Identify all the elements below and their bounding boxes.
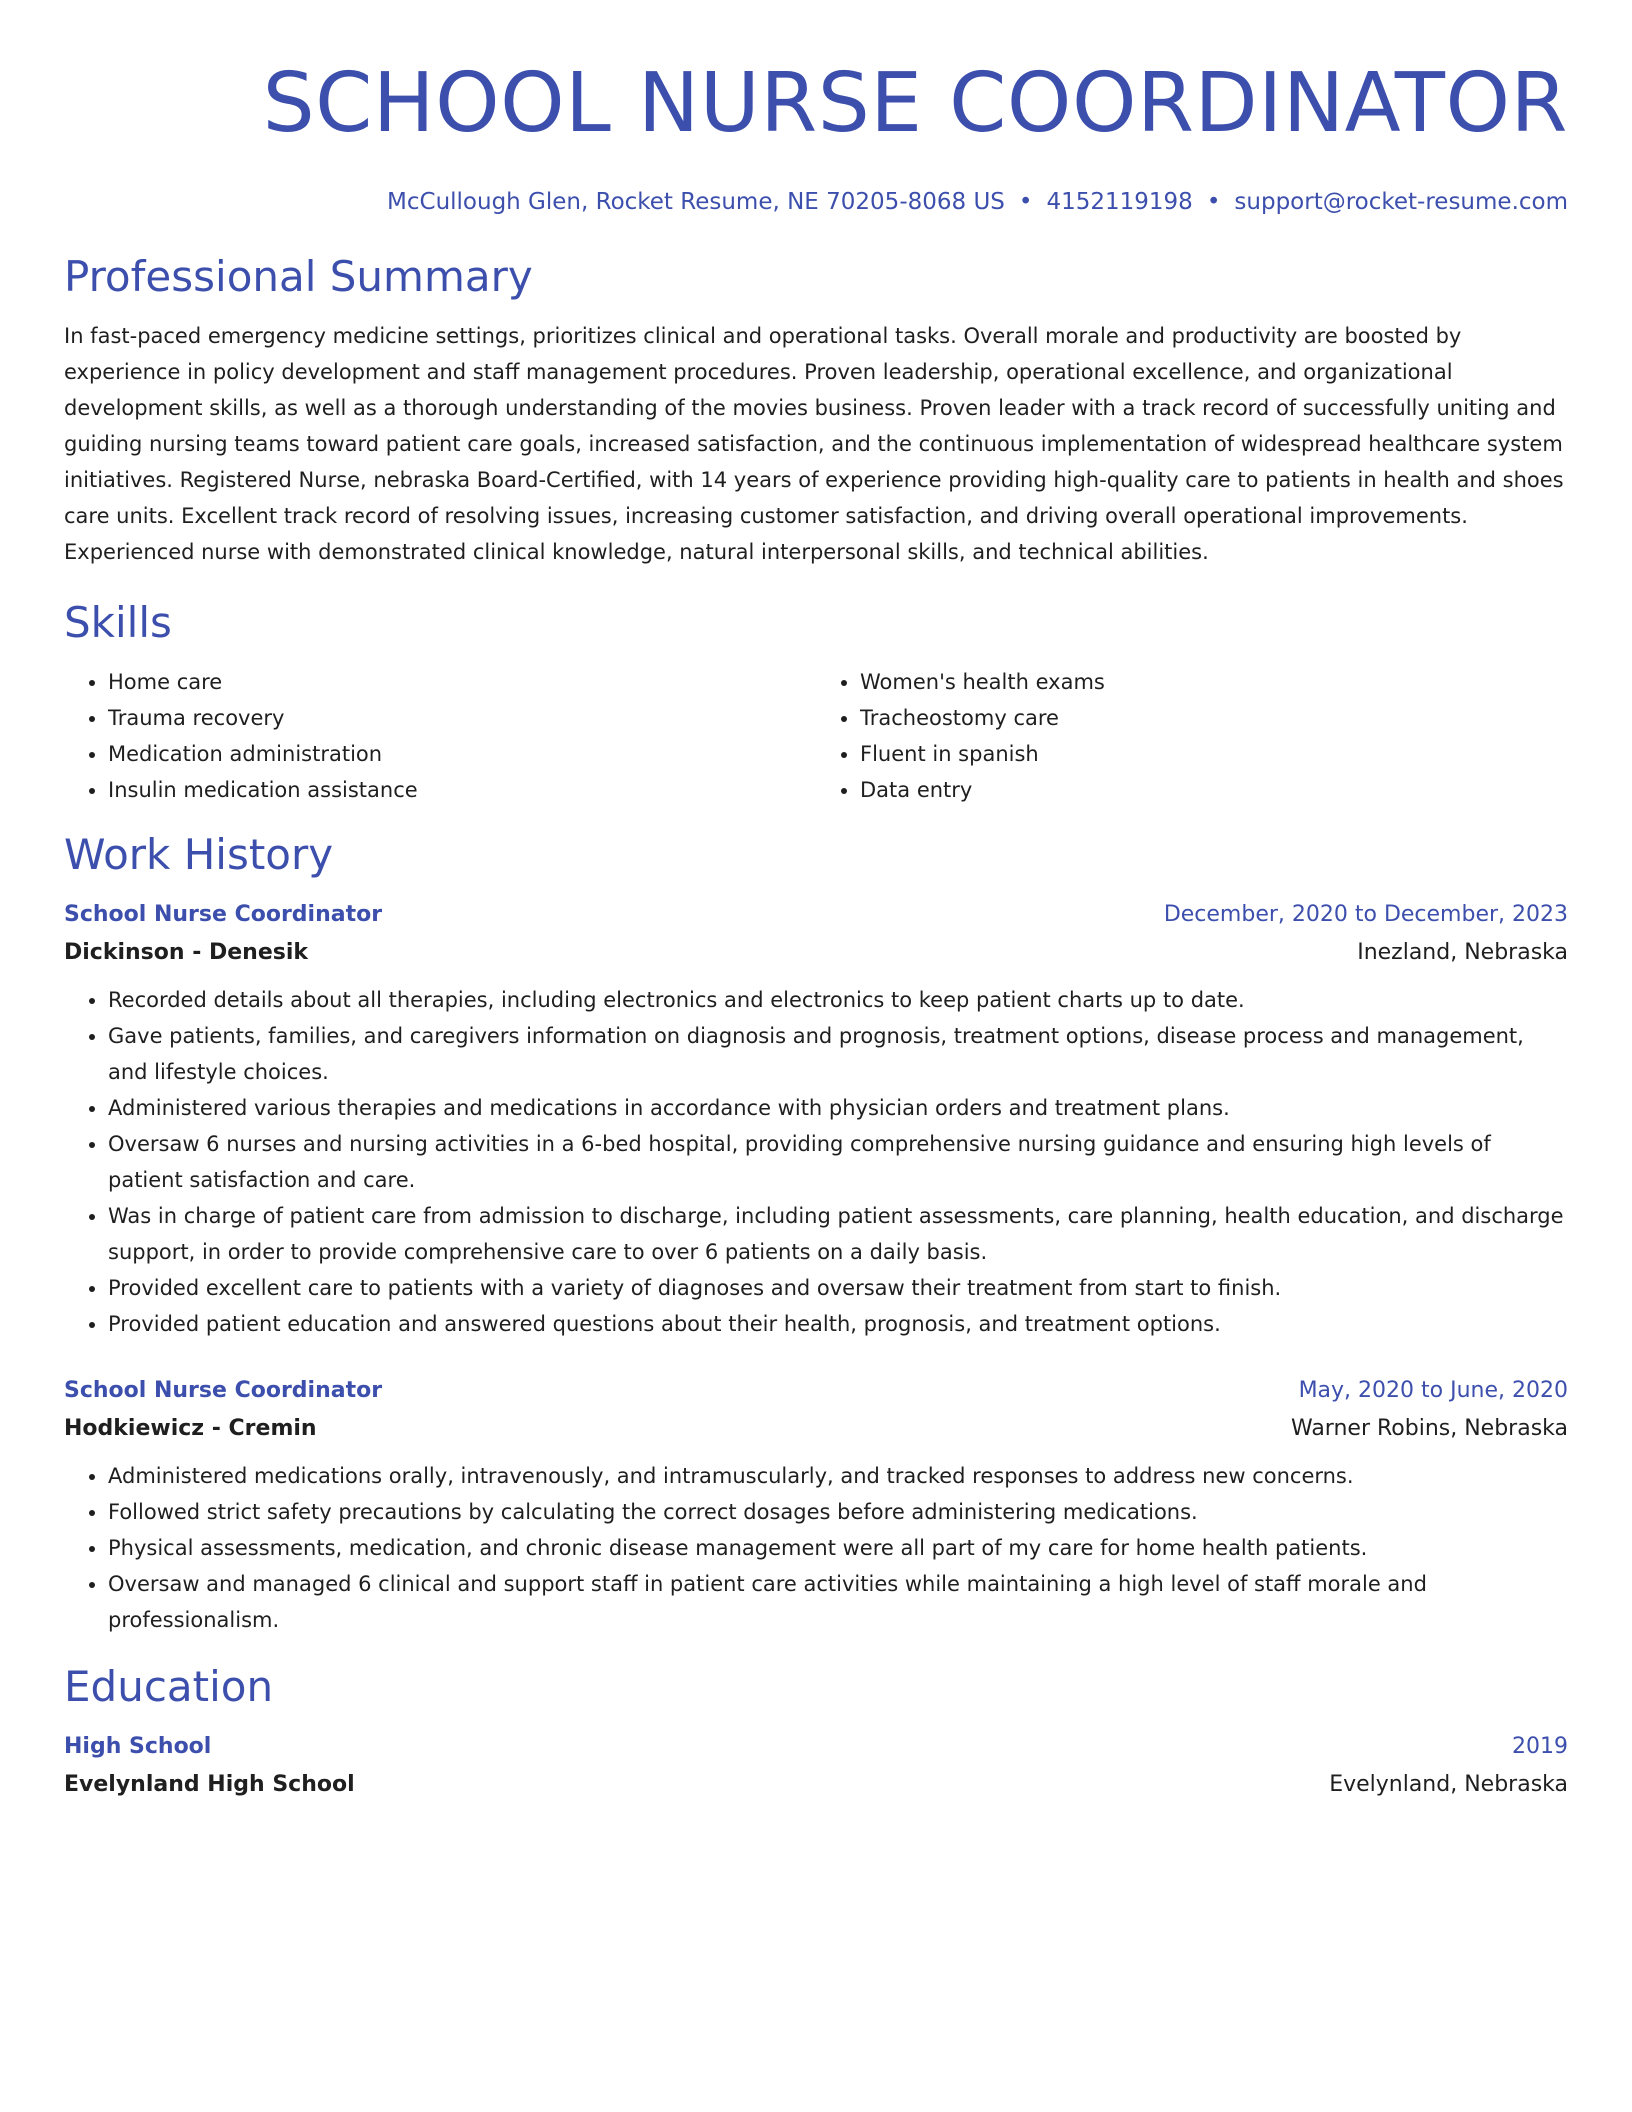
education-location: Evelynland, Nebraska bbox=[1329, 1772, 1568, 1797]
contact-separator: • bbox=[1018, 189, 1033, 215]
job-employer: Hodkiewicz - Cremin bbox=[64, 1416, 317, 1441]
education-heading: Education bbox=[64, 1662, 274, 1711]
job-employer-row bbox=[64, 934, 1568, 972]
job-bullet: • Oversaw and managed 6 clinical and support staff in patient care activities while maintaining a high level of staff morale and professionalism. bbox=[108, 1566, 1568, 1638]
education-entry bbox=[64, 1728, 1568, 1804]
job-bullet: • Followed strict safety precautions by calculating the correct dosages before administering medications. bbox=[108, 1494, 1568, 1530]
job-dates: May, 2020 to June, 2020 bbox=[1298, 1378, 1568, 1403]
job-bullet: • Was in charge of patient care from admission to discharge, including patient assessments, care planning, health education, and discharge support, in order to provide comprehensive care to over 6 patients on a daily basis. bbox=[108, 1198, 1568, 1270]
job-bullet: • Oversaw 6 nurses and nursing activities in a 6-bed hospital, providing comprehensive nursing guidance and ensuring high levels of patient satisfaction and care. bbox=[108, 1126, 1568, 1198]
job-dates: December, 2020 to December, 2023 bbox=[1163, 902, 1568, 927]
job-entry bbox=[64, 1372, 1568, 1638]
contact-separator: • bbox=[1206, 189, 1221, 215]
skill-item: • Tracheostomy care bbox=[860, 700, 1568, 736]
summary-text: In fast-paced emergency medicine settings, prioritizes clinical and operational tasks. Overall morale and productivity are boosted by experience in policy development and staff management procedures. Proven leadership, operational excellence, and organizational development skills, as well as a thorough understanding of the movies business. Proven leader with a track record of successfully uniting and guiding nursing teams toward patient care goals, increased satisfaction, and the continuous implementation of widespread healthcare system initiatives. Registered Nurse, nebraska Board-Certified, with 14 years of experience providing high-quality care to patients in health and shoes care units. Excellent track record of resolving issues, increasing customer satisfaction, and driving overall operational improvements. Experienced nurse with demonstrated clinical knowledge, natural interpersonal skills, and technical abilities. bbox=[64, 324, 1564, 564]
job-bullets bbox=[64, 1458, 1568, 1638]
work-history-heading: Work History bbox=[64, 830, 334, 879]
education-school-row bbox=[64, 1766, 1568, 1804]
job-bullet: • Gave patients, families, and caregivers information on diagnosis and prognosis, treatment options, disease process and management, and lifestyle choices. bbox=[108, 1018, 1568, 1090]
summary-heading: Professional Summary bbox=[64, 252, 533, 301]
education-school: Evelynland High School bbox=[64, 1772, 355, 1797]
contact-address: McCullough Glen, Rocket Resume, NE 70205-8068 US bbox=[387, 189, 1005, 215]
skills-column-right bbox=[816, 664, 1568, 808]
job-role: School Nurse Coordinator bbox=[64, 1378, 383, 1403]
skill-item: • Women's health exams bbox=[860, 664, 1568, 700]
job-bullet: • Provided patient education and answered questions about their health, prognosis, and treatment options. bbox=[108, 1306, 1568, 1342]
contact-phone: 4152119198 bbox=[1046, 189, 1193, 215]
skill-item: • Medication administration bbox=[108, 736, 816, 772]
resume-header bbox=[64, 52, 1568, 218]
job-bullet: • Provided excellent care to patients with a variety of diagnoses and oversaw their treatment from start to finish. bbox=[108, 1270, 1568, 1306]
contact-email: support@rocket-resume.com bbox=[1234, 189, 1568, 215]
skill-item: • Fluent in spanish bbox=[860, 736, 1568, 772]
skill-item: • Home care bbox=[108, 664, 816, 700]
job-location: Inezland, Nebraska bbox=[1357, 940, 1568, 965]
job-location: Warner Robins, Nebraska bbox=[1290, 1416, 1568, 1441]
skills-column-left bbox=[64, 664, 816, 808]
job-bullet: • Recorded details about all therapies, including electronics and electronics to keep patient charts up to date. bbox=[108, 982, 1568, 1018]
contact-line bbox=[64, 186, 1568, 218]
job-title-row bbox=[64, 1372, 1568, 1410]
job-bullet: • Administered medications orally, intravenously, and intramuscularly, and tracked responses to address new concerns. bbox=[108, 1458, 1568, 1494]
job-role: School Nurse Coordinator bbox=[64, 902, 383, 927]
job-bullets bbox=[64, 982, 1568, 1342]
job-bullet: • Administered various therapies and medications in accordance with physician orders and treatment plans. bbox=[108, 1090, 1568, 1126]
job-title-row bbox=[64, 896, 1568, 934]
education-degree-row bbox=[64, 1728, 1568, 1766]
education-degree: High School bbox=[64, 1734, 212, 1759]
skills-list bbox=[64, 664, 1568, 808]
education-year: 2019 bbox=[1512, 1734, 1568, 1759]
job-entry bbox=[64, 896, 1568, 1342]
job-employer: Dickinson - Denesik bbox=[64, 940, 309, 965]
skill-item: • Insulin medication assistance bbox=[108, 772, 816, 808]
skill-item: • Trauma recovery bbox=[108, 700, 816, 736]
resume-name: SCHOOL NURSE COORDINATOR bbox=[262, 56, 1568, 151]
job-bullet: • Physical assessments, medication, and chronic disease management were all part of my care for home health patients. bbox=[108, 1530, 1568, 1566]
job-employer-row bbox=[64, 1410, 1568, 1448]
skill-item: • Data entry bbox=[860, 772, 1568, 808]
skills-heading: Skills bbox=[64, 598, 172, 647]
